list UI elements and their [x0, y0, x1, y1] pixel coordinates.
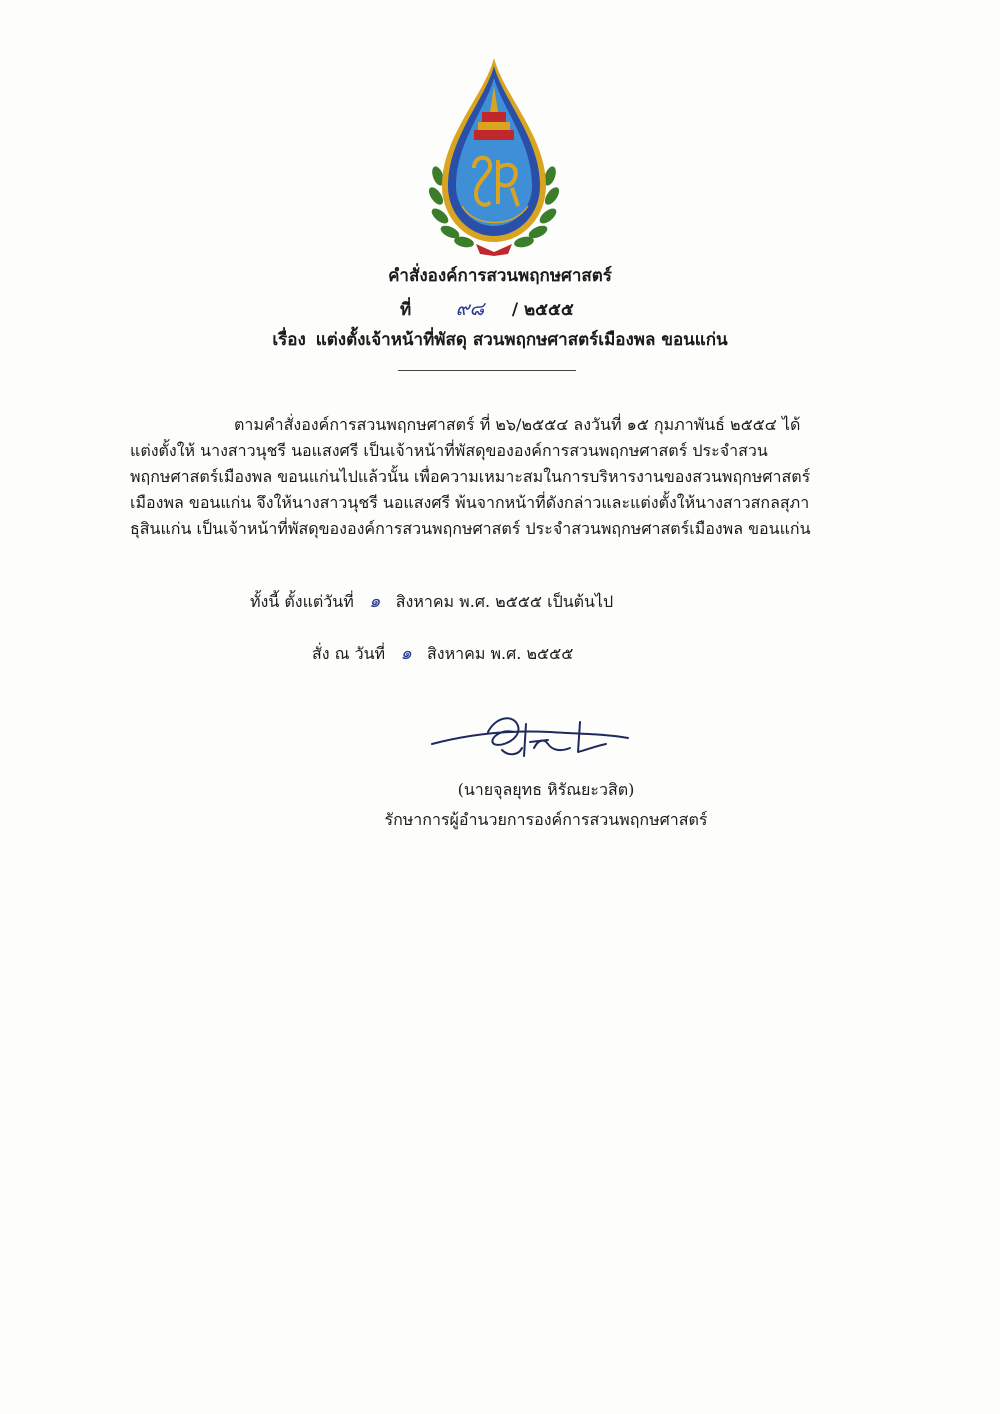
order-number-year: / ๒๕๕๕: [511, 300, 574, 320]
paragraph-line: ตามคำสั่งองค์การสวนพฤกษศาสตร์ ที่ ๒๖/๒๕๕๔ ลงวันที่ ๑๕ กุมภาพันธ์ ๒๕๕๔ ได้: [234, 415, 801, 434]
paragraph-line: เมืองพล ขอนแก่น จึงให้นางสาวนุชรี นอแสงศรี พ้นจากหน้าที่ดังกล่าวและแต่งตั้งให้นางสาวสกลสุภา: [130, 493, 810, 512]
handwritten-signature: [430, 704, 630, 768]
paragraph-line: พฤกษศาสตร์เมืองพล ขอนแก่นไปแล้วนั้น เพื่อความเหมาะสมในการบริหารงานของสวนพฤกษศาสตร์: [130, 467, 811, 486]
subject-line: [0, 326, 1000, 353]
order-title: คำสั่งองค์การสวนพฤกษศาสตร์: [388, 266, 612, 286]
organization-emblem-icon: [424, 56, 564, 256]
effective-day: ๑: [369, 591, 381, 612]
signer-title: รักษาการผู้อำนวยการองค์การสวนพฤกษศาสตร์: [384, 810, 708, 829]
ordered-suffix: สิงหาคม พ.ศ. ๒๕๕๕: [427, 644, 574, 663]
effective-date-line: [250, 586, 613, 615]
order-number-label: ที่: [400, 300, 412, 320]
ordered-day: ๑: [400, 643, 412, 664]
subject-text: แต่งตั้งเจ้าหน้าที่พัสดุ สวนพฤกษศาสตร์เมืองพล ขอนแก่น: [315, 330, 728, 350]
order-number-value: ๙๘: [455, 298, 485, 320]
ordered-date-line: [312, 638, 573, 667]
effective-suffix: สิงหาคม พ.ศ. ๒๕๕๕ เป็นต้นไป: [395, 592, 614, 611]
effective-prefix: ทั้งนี้ ตั้งแต่วันที่: [250, 592, 354, 611]
signer-name: (นายจุลยุทธ หิรัณยะวสิต): [457, 780, 635, 799]
ordered-prefix: สั่ง ณ วันที่: [312, 644, 386, 663]
paragraph-line: แต่งตั้งให้ นางสาวนุชรี นอแสงศรี เป็นเจ้าหน้าที่พัสดุขององค์การสวนพฤกษศาสตร์ ประจำสวน: [130, 441, 768, 460]
subject-label: เรื่อง: [272, 330, 306, 350]
order-number: [400, 294, 574, 324]
body-paragraph: [130, 412, 860, 542]
header-divider: [398, 370, 576, 371]
paragraph-line: ธุสินแก่น เป็นเจ้าหน้าที่พัสดุขององค์การสวนพฤกษศาสตร์ ประจำสวนพฤกษศาสตร์เมืองพล ขอนแก่น: [130, 519, 811, 538]
